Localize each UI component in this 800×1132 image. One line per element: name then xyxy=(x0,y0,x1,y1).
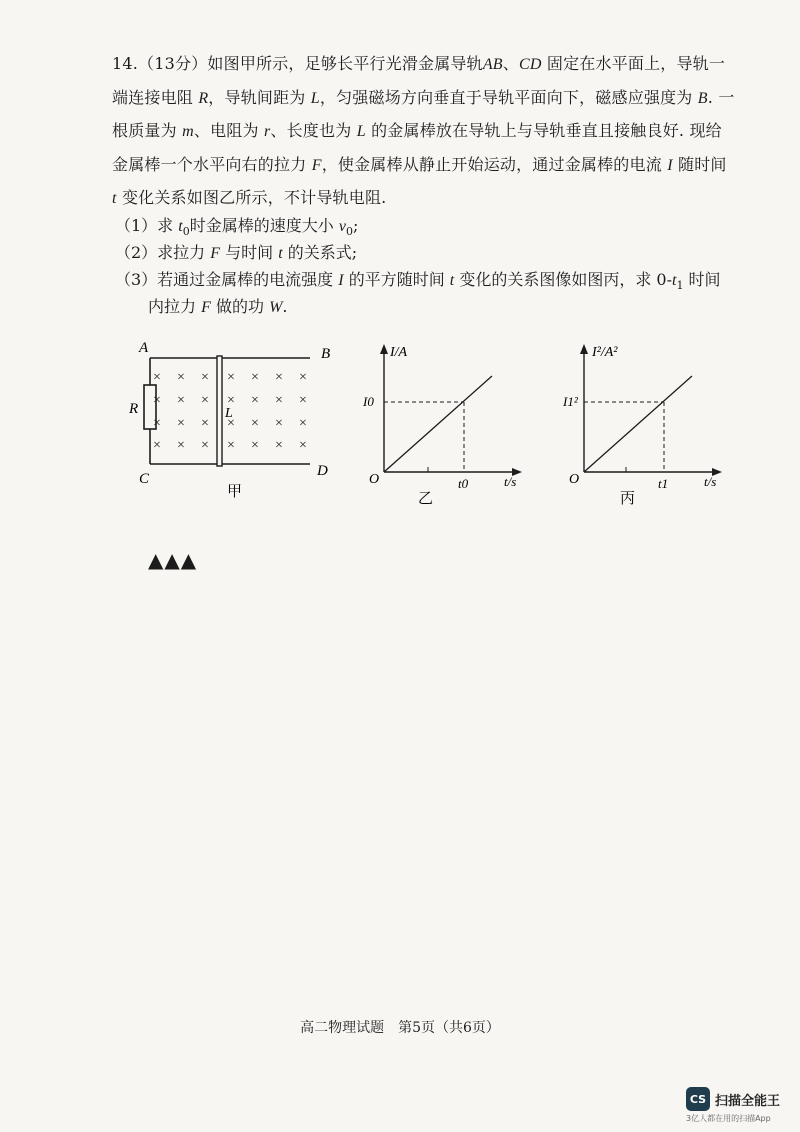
sub-question-3: （3）若通过金属棒的电流强度 I 的平方随时间 t 变化的关系图像如图丙，求 $0-t_1$ 时间 xyxy=(115,270,721,293)
label-D: D xyxy=(317,463,328,479)
svg-text:×: × xyxy=(275,416,283,431)
question-line-2: 端连接电阻 R，导轨间距为 L，匀强磁场方向垂直于导轨平面向下，磁感应强度为 B. 一 xyxy=(112,88,735,107)
svg-text:×: × xyxy=(177,438,185,453)
caption-bing: 丙 xyxy=(620,491,636,507)
yi-y-arrow xyxy=(380,344,388,354)
question-number: 14. xyxy=(112,54,139,73)
end-marker: ▲▲▲ xyxy=(148,548,198,572)
svg-text:×: × xyxy=(177,393,185,408)
sub-question-2: （2）求拉力 F 与时间 t 的关系式; xyxy=(115,243,358,262)
svg-text:×: × xyxy=(275,438,283,453)
yi-y-mark-label: I0 xyxy=(363,394,374,409)
svg-text:×: × xyxy=(275,370,283,385)
svg-text:×: × xyxy=(201,438,209,453)
bing-y-arrow xyxy=(580,344,588,354)
scanner-watermark xyxy=(686,1087,780,1111)
svg-text:×: × xyxy=(153,416,161,431)
scanner-logo: CS xyxy=(686,1087,710,1111)
question-line-5: t 变化关系如图乙所示，不计导轨电阻. xyxy=(112,188,387,207)
svg-text:×: × xyxy=(227,393,235,408)
svg-text:×: × xyxy=(299,370,307,385)
figure-yi xyxy=(360,340,530,510)
svg-text:×: × xyxy=(201,416,209,431)
page-footer: 高二物理试题 第5页（共6页） xyxy=(300,1020,500,1036)
svg-text:×: × xyxy=(251,438,259,453)
yi-origin-label: O xyxy=(369,472,380,487)
svg-text:×: × xyxy=(299,393,307,408)
yi-y-axis-label: I/A xyxy=(390,345,408,360)
label-R: R xyxy=(129,401,139,417)
metal-rod xyxy=(217,356,222,466)
label-L: L xyxy=(225,406,233,421)
svg-text:×: × xyxy=(177,370,185,385)
sub-question-3-cont: 内拉力 F 做的功 W. xyxy=(148,297,288,316)
label-B: B xyxy=(321,346,331,362)
caption-yi: 乙 xyxy=(418,491,434,507)
svg-text:×: × xyxy=(251,370,259,385)
bing-y-axis-label: I²/A² xyxy=(592,345,618,360)
svg-text:×: × xyxy=(275,393,283,408)
label-C: C xyxy=(139,471,150,487)
sub-question-1: （1）求 $t_0$时金属棒的速度大小 $v_0$; xyxy=(115,216,359,239)
yi-x-mark-label: t0 xyxy=(458,476,469,491)
question-line-3: 根质量为 m、电阻为 r、长度也为 L 的金属棒放在导轨上与导轨垂直且接触良好. 现给 xyxy=(112,121,722,140)
question-line-4: 金属棒一个水平向右的拉力 F，使金属棒从静止开始运动，通过金属棒的电流 I 随时间 xyxy=(112,155,727,174)
svg-text:×: × xyxy=(201,393,209,408)
question-points: （13分） xyxy=(138,54,208,73)
bing-x-axis-label: t/s xyxy=(704,474,717,489)
svg-text:×: × xyxy=(227,416,235,431)
figure-bing xyxy=(560,340,735,510)
label-A: A xyxy=(139,340,149,356)
svg-text:×: × xyxy=(299,416,307,431)
figure-jia xyxy=(125,338,345,508)
svg-text:×: × xyxy=(251,393,259,408)
svg-text:×: × xyxy=(227,370,235,385)
scanner-name: 扫描全能王 xyxy=(715,1093,781,1109)
bing-line xyxy=(584,376,692,472)
svg-text:×: × xyxy=(153,393,161,408)
svg-text:×: × xyxy=(227,438,235,453)
svg-text:×: × xyxy=(153,438,161,453)
svg-text:×: × xyxy=(153,370,161,385)
scanner-tagline: 3亿人都在用的扫描App xyxy=(686,1114,771,1123)
yi-line xyxy=(384,376,492,472)
bing-origin-label: O xyxy=(569,472,580,487)
svg-text:×: × xyxy=(299,438,307,453)
svg-text:×: × xyxy=(177,416,185,431)
question-line-1: 14.（13分）如图甲所示，足够长平行光滑金属导轨AB、CD 固定在水平面上，导轨一 xyxy=(112,54,726,73)
svg-text:×: × xyxy=(251,416,259,431)
svg-text:×: × xyxy=(201,370,209,385)
bing-x-mark-label: t1 xyxy=(658,476,669,491)
caption-jia: 甲 xyxy=(227,484,243,500)
bing-y-mark-label: I1² xyxy=(563,394,578,409)
yi-x-axis-label: t/s xyxy=(504,474,517,489)
